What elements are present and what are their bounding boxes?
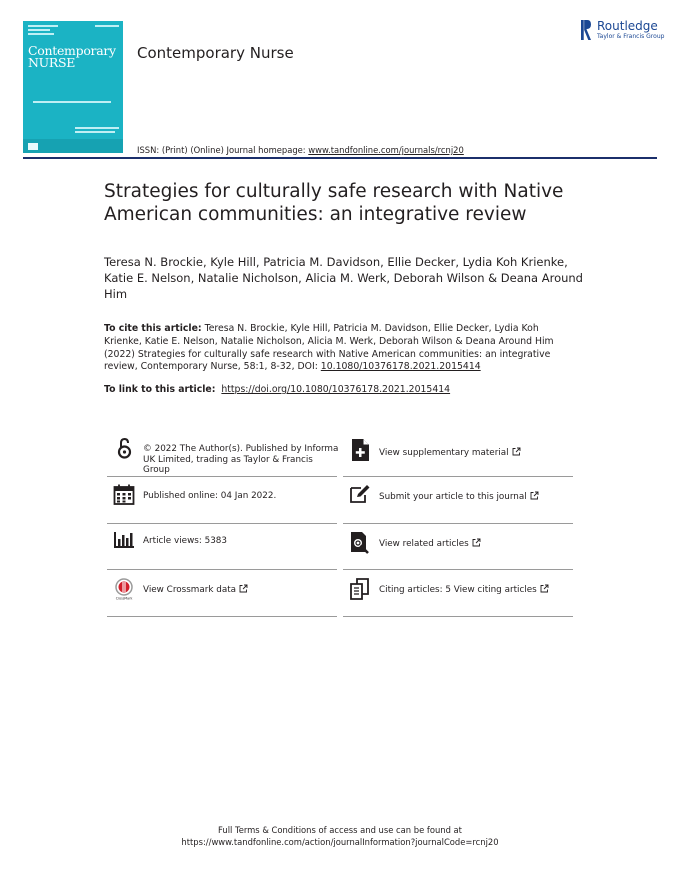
submit-link[interactable]: Submit your article to this journal (379, 491, 575, 503)
open-access-text: © 2022 The Author(s). Published by Informa UK Limited, trading as Taylor & Francis Group (143, 444, 339, 475)
article-authors: Teresa N. Brockie, Kyle Hill, Patricia M. Davidson, Ellie Decker, Lydia Koh Krienke, Katie E. Nelson, Natalie Nicholson, Alicia M. Werk, Deborah Wilson & Deana Around Him (104, 255, 583, 301)
published-date: Published online: 04 Jan 2022. (143, 491, 277, 501)
article-title: Strategies for culturally safe research with Native American communities: an integrative review (104, 181, 564, 225)
published-cell (107, 477, 337, 523)
external-link-icon (472, 538, 481, 547)
edit-pencil-icon (349, 484, 371, 506)
calendar-icon (113, 484, 135, 506)
related-cell[interactable] (343, 524, 573, 570)
footer-line1: Full Terms & Conditions of access and use can be found at (218, 825, 462, 835)
journal-title: Contemporary Nurse (137, 44, 294, 62)
journal-cover-image (23, 21, 123, 153)
cite-text: Teresa N. Brockie, Kyle Hill, Patricia M. Davidson, Ellie Decker, Lydia Koh Krienke, Katie E. Nelson, Natalie Nicholson, Alicia M. Werk, Deborah Wilson & Deana Around Him (2022) Strategies for culturally safe research with Native American communities: an integrative review, Contemporary Nurse, 58:1, 8-32, DOI: (104, 323, 554, 373)
publisher-name: Routledge (597, 19, 658, 33)
supplementary-link[interactable]: View supplementary material (379, 447, 575, 459)
grid-divider (343, 616, 573, 617)
grid-divider (107, 476, 337, 477)
external-link-icon (239, 584, 248, 593)
bar-chart-icon (113, 530, 135, 552)
svg-text:CrossMark: CrossMark (115, 596, 133, 600)
header-rule (23, 157, 657, 159)
crossmark-link[interactable]: View Crossmark data (143, 584, 339, 596)
external-link-icon (512, 447, 521, 456)
article-views: Article views: 5383 (143, 536, 228, 546)
citing-link[interactable]: Citing articles: 5 View citing articles (379, 584, 575, 596)
article-link (104, 384, 450, 395)
open-access-lock-icon (113, 438, 135, 460)
citation (104, 323, 574, 374)
routledge-r-icon (581, 19, 591, 41)
footer-terms-link[interactable]: https://www.tandfonline.com/action/journalInformation?journalCode=rcnj20 (181, 837, 499, 847)
footer (0, 824, 680, 848)
link-label: To link to this article: (104, 384, 216, 395)
doi-link[interactable]: https://doi.org/10.1080/10376178.2021.2015414 (221, 384, 451, 395)
external-link-icon (530, 491, 539, 500)
grid-divider (107, 616, 337, 617)
related-link[interactable]: View related articles (379, 538, 575, 550)
cover-title: Contemporary NURSE (28, 43, 116, 70)
crossmark-icon (113, 578, 135, 600)
issn-line: ISSN: (Print) (Online) Journal homepage: www.tandfonline.com/journals/rcnj20 (137, 145, 464, 155)
cite-doi-link[interactable]: 10.1080/10376178.2021.2015414 (320, 361, 481, 373)
journal-homepage-link[interactable]: www.tandfonline.com/journals/rcnj20 (308, 145, 464, 155)
citing-cell[interactable] (343, 571, 573, 617)
grid-divider (343, 569, 573, 570)
grid-divider (107, 569, 337, 570)
grid-divider (343, 476, 573, 477)
routledge-logo (580, 18, 665, 44)
citing-articles-icon (349, 578, 371, 600)
crossmark-cell[interactable] (107, 571, 337, 617)
external-link-icon (540, 584, 549, 593)
views-cell (107, 524, 337, 570)
publisher-sub: Taylor & Francis Group (597, 33, 665, 40)
submit-cell[interactable] (343, 477, 573, 523)
cite-label: To cite this article: (104, 323, 202, 334)
search-document-icon (349, 532, 371, 554)
document-plus-icon (349, 439, 371, 461)
